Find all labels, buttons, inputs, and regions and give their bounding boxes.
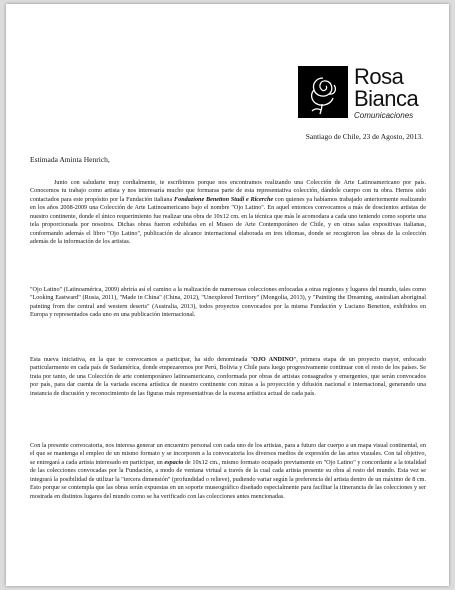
paragraph-4-text-b: de 10x12 cm., mismo formato ocupado previamente en "Ojo Latino" y concordante a la totalidad de las colecciones convocadas por la Fundación, a modo de ventana virtual a través de la cual cada artista presente su obra al resto del mundo. Esta vez se integrará la posibilidad de utilizar la "tercera dimensión" (profundidad o relieve), pudiendo variar según la preferencia del artista dentro de un máximo de 8 cm. Esto porque se contempla que las obras serán expuestas en un soporte museográfico diseñado especialmente para facilitar la itinerancia de las colecciones y ser mostrada en distintos lugares del mundo como se ha verificado con las colecciones antes mencionadas.: [30, 458, 427, 500]
company-logo: [298, 66, 428, 130]
foundation-name: Fondazione Benetton Studi e Ricerche: [173, 195, 274, 203]
letter-date: Santiago de Chile, 23 de Agosto, 2013.: [305, 132, 423, 141]
logo-word-rosa: Rosa: [354, 64, 404, 89]
paragraph-3-text-b: ", primera etapa de un proyecto mayor, enfocado particularmente en cada país de Sudamérica, donde empezaremos por Perú, Bolivia y Chile para luego progresivamente continuar con el resto de los países. Se trata por tanto, de una Colección de arte contemporáneo latinoamericano, conformada por obras de artistas consagrados y emergentes, que serán convocados por país, para dar cuenta de la variada escena artística de nuestro continente con miras a la proyección y difusión nacional e internacional, generando una instancia de discusión y reconocimiento de las figuras más representativas de la escena artística actual de cada país.: [30, 356, 426, 397]
paragraph-3-text-a: Esta nueva iniciativa, en la que te convocamos a participar, ha sido denominada ": [30, 356, 254, 363]
paragraph-3: [30, 356, 426, 398]
paragraph-1: [30, 179, 426, 247]
espacio-emphasis: espacio: [164, 458, 184, 466]
rose-logo-icon: [298, 66, 348, 118]
paragraph-1-text-a: Junto con saludarte muy cordialmente, te escribimos porque nos encontramos realizando una Colección de Arte Latinoamericano por país. Conocemos tu trabajo como artista y nos interesaría mucho que formaras parte de esta representativa colección, dándole cuerpo con tu obra. Hemos sido contactados para este propósito por la Fundación italiana: [30, 179, 426, 203]
project-name: OJO ANDINO: [253, 356, 294, 363]
paragraph-1-text-b: con quienes ya habíamos trabajado anteriormente realizando en los años 2008-2009 una Colección de Arte Latinoamericano bajo el nombre "Ojo Latino". En aquel entonces convocamos a más de doscientos artistas de nuestro continente, donde el único requerimiento fue realizar una obra de 10x12 cm. en la técnica que más le acomodara a cada uno teniendo como soporte una tela proporcionada por nosotros. Dichas obras fueron exhibidas en el Museo de Arte Contemporáneo de Chile, y en otras salas expositivas italianas, conformando además el libro "Ojo Latino", publicación de alcance internacional elaborada en tres idiomas, donde se recogieron las obras de la colección además de la información de los artistas.: [30, 195, 426, 246]
paragraph-4-text-a: Con la presente convocatoria, nos interesa generar un encuentro personal con cada uno de los artistas, para a futuro dar cuerpo a un mapa visual continental, en el que se mantenga el empleo de un mismo formato y se incorporen a la convocatoria los diversos medios de expresión de las artes visuales. Con tal objetivo, se entregará a cada artista interesado en participar, un: [30, 442, 426, 466]
paragraph-2: "Ojo Latino" (Latinoamérica, 2009) abriría así el camino a la realización de numerosas colecciones enfocadas a otras regiones y lugares del mundo, tales como "Looking Eastward" (Rusia, 2011), "Made in China" (China, 2012), "Unexplored Territory" (Mongolia, 2013), y "Painting the Dreaming, australian aboriginal painting from the central and western deserts" (Australia, 2013), todos proyectos convocados por la misma Fundación y Luciano Benetton, exhibidos en Europa y representados cada uno en una publicación internacional.: [30, 286, 426, 319]
letter-salutation: Estimada Aminta Henrich,: [30, 155, 110, 164]
logo-subtitle: Comunicaciones: [354, 111, 414, 120]
paragraph-4: [30, 442, 426, 501]
letter-page: [6, 4, 449, 586]
logo-word-bianca: Bianca: [354, 86, 419, 111]
